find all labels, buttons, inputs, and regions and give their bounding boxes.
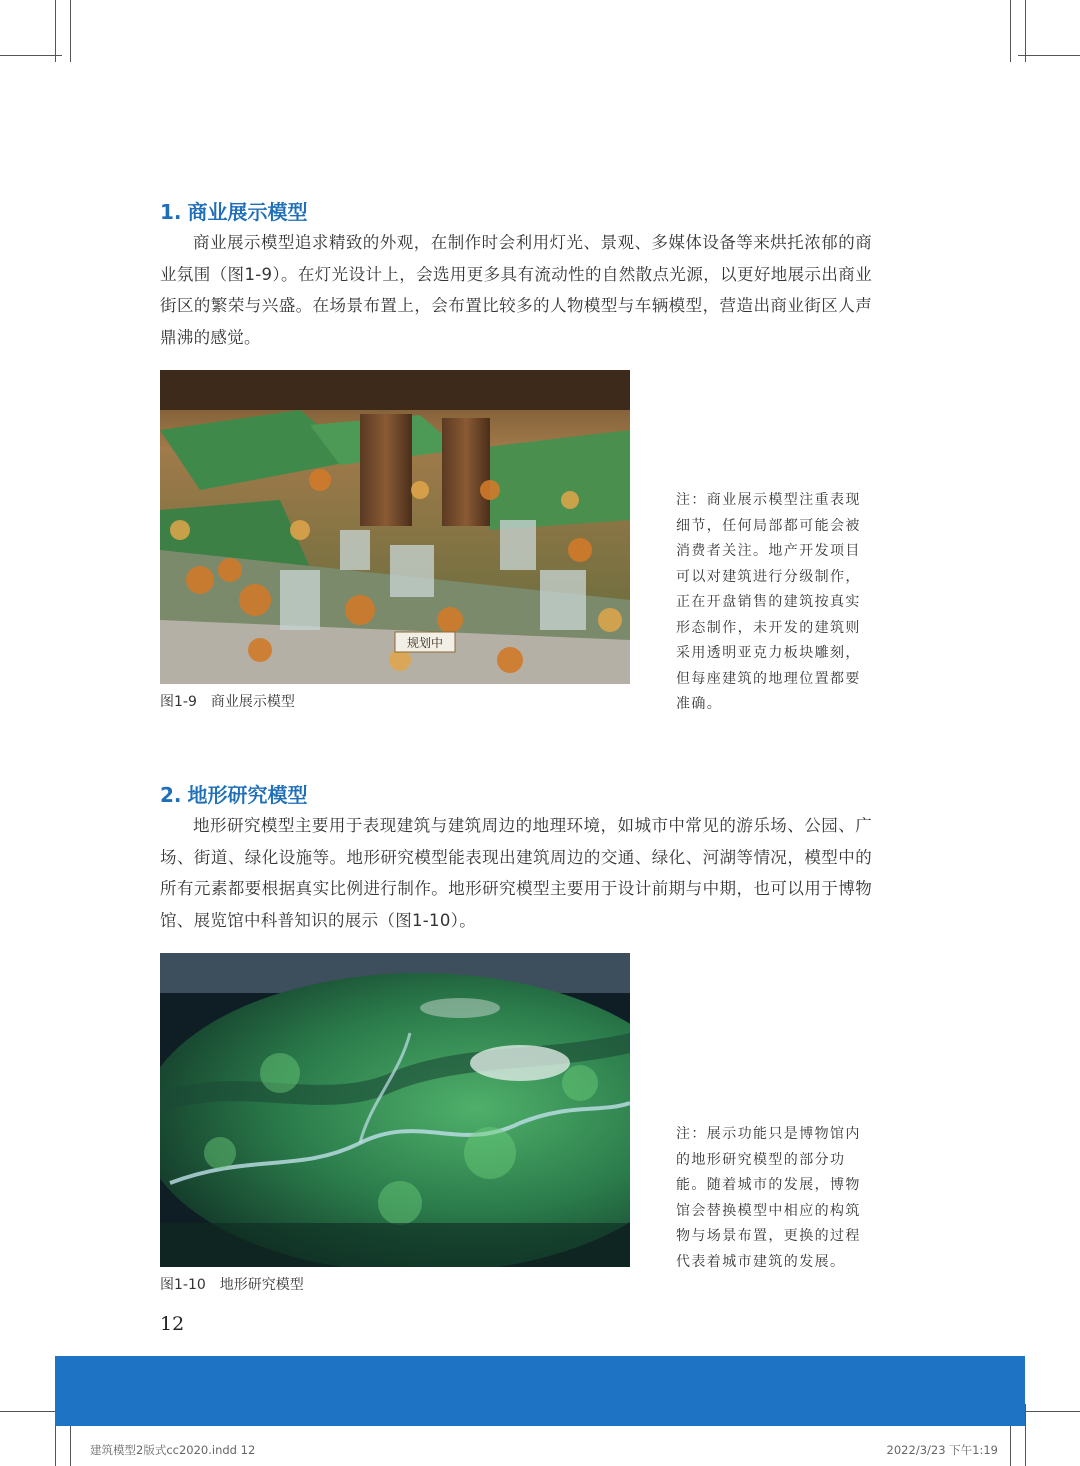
section-heading-text: 地形研究模型 <box>187 783 308 807</box>
crop-mark <box>1025 1404 1026 1466</box>
slug-filename: 建筑模型2版式cc2020.indd 12 <box>90 1443 256 1457</box>
model-sign-label: 规划中 <box>406 636 444 650</box>
section-title-commercial <box>160 198 308 226</box>
figure-commercial-model <box>160 370 630 684</box>
section-title-terrain <box>160 781 308 809</box>
slug-timestamp: 2022/3/23 下午1:19 <box>886 1443 998 1457</box>
section-body-terrain: 地形研究模型主要用于表现建筑与建筑周边的地理环境，如城市中常见的游乐场、公园、广场、街道、绿化设施等。地形研究模型能表现出建筑周边的交通、绿化、河湖等情况，模型中的所有元素都要根据真实比例进行制作。地形研究模型主要用于设计前期与中期，也可以用于博物馆、展览馆中科普知识的展示（图1-10）。 <box>160 816 872 930</box>
section-number: 1. <box>160 200 182 224</box>
crop-mark <box>1010 0 1011 62</box>
section-number: 2. <box>160 783 182 807</box>
footer-band <box>55 1356 1025 1426</box>
terrain-model-image <box>160 953 630 1267</box>
crop-mark <box>1018 55 1080 56</box>
figure-terrain-model <box>160 953 630 1267</box>
crop-mark <box>1025 0 1026 62</box>
figure-note-1-10: 注：展示功能只是博物馆内的地形研究模型的部分功能。随着城市的发展，博物馆会替换模型中相应的构筑物与场景布置，更换的过程代表着城市建筑的发展。 <box>676 1126 861 1270</box>
figure-caption-1-10: 图1-10 地形研究模型 <box>160 1277 304 1293</box>
figure-caption-1-9: 图1-9 商业展示模型 <box>160 694 295 710</box>
commercial-model-image <box>160 370 630 684</box>
section-heading-text: 商业展示模型 <box>187 200 308 224</box>
figure-note-1-9: 注：商业展示模型注重表现细节，任何局部都可能会被消费者关注。地产开发项目可以对建筑进行分级制作，正在开盘销售的建筑按真实形态制作，未开发的建筑则采用透明亚克力板块雕刻，但每座建筑的地理位置都要准确。 <box>676 492 861 712</box>
crop-mark <box>1018 1411 1080 1412</box>
crop-mark <box>70 0 71 62</box>
crop-mark <box>0 55 62 56</box>
crop-mark <box>0 1411 62 1412</box>
section-body-commercial: 商业展示模型追求精致的外观，在制作时会利用灯光、景观、多媒体设备等来烘托浓郁的商业氛围（图1-9）。在灯光设计上，会选用更多具有流动性的自然散点光源，以更好地展示出商业街区的繁荣与兴盛。在场景布置上，会布置比较多的人物模型与车辆模型，营造出商业街区人声鼎沸的感觉。 <box>160 233 872 347</box>
crop-mark <box>55 0 56 62</box>
page-number: 12 <box>160 1313 185 1335</box>
